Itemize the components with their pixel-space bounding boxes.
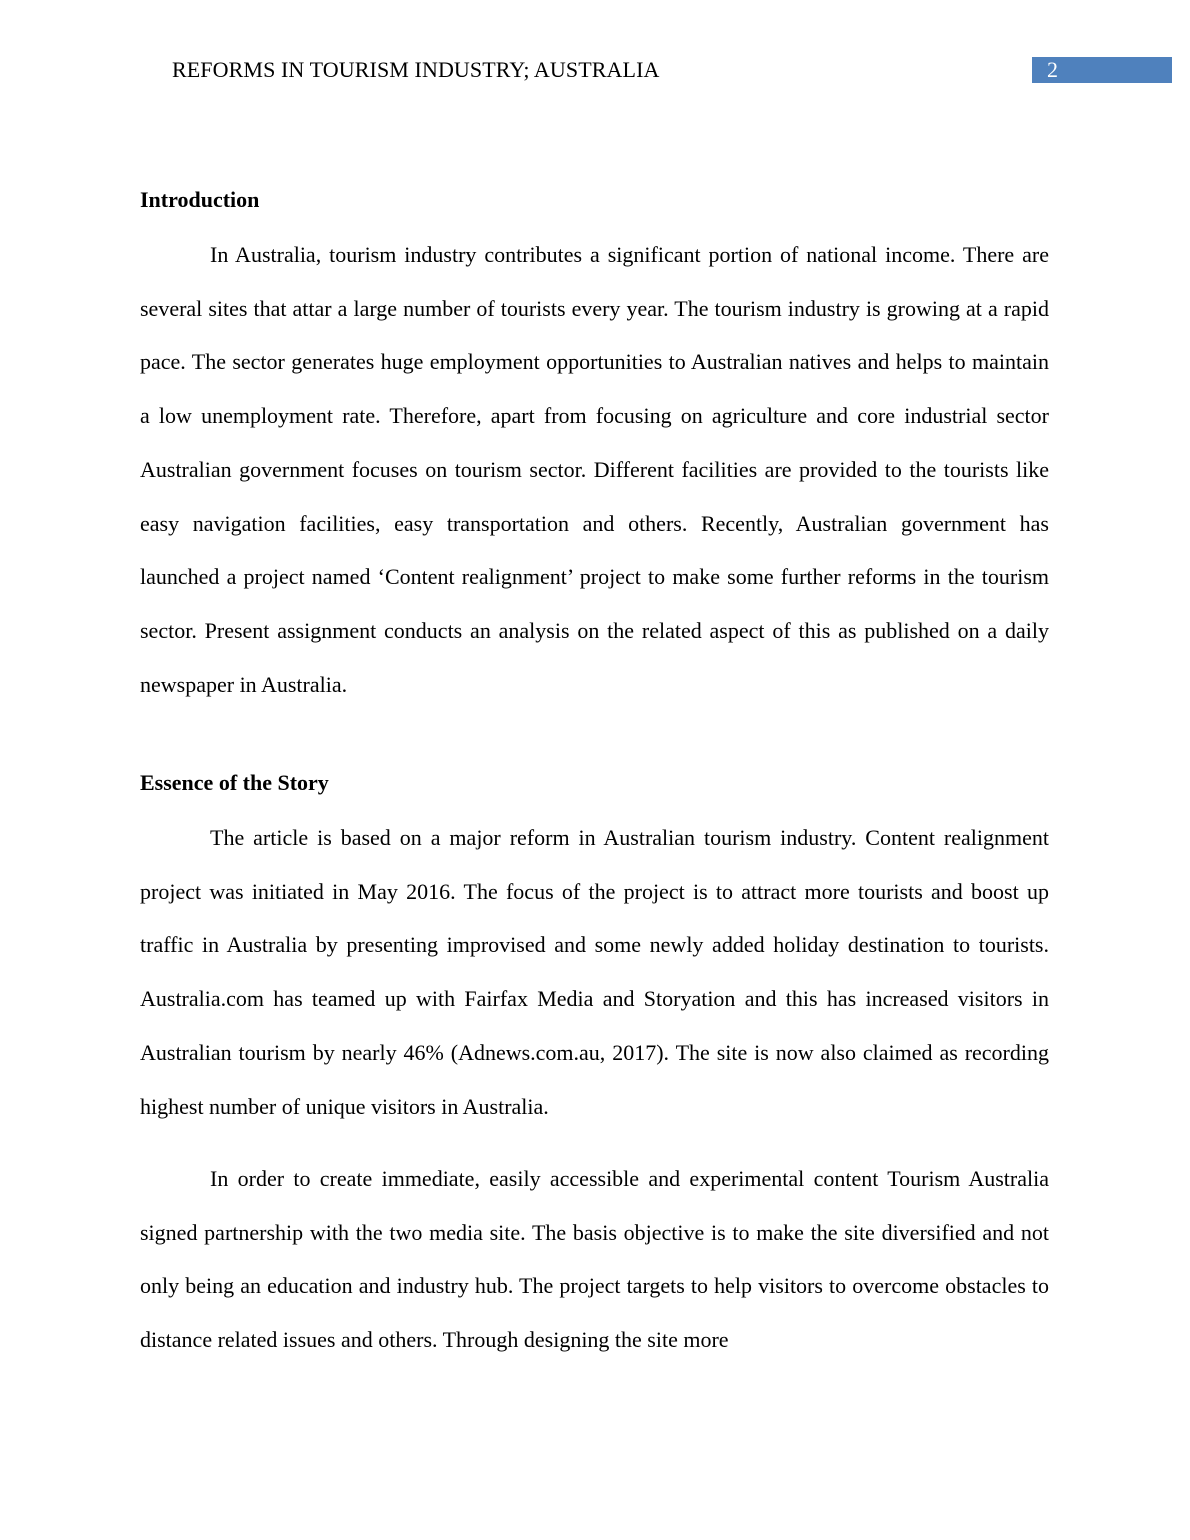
page-number-box (1032, 57, 1172, 83)
essence-body-1 (140, 811, 1049, 1133)
section-introduction (140, 187, 1049, 213)
paragraph: In order to create immediate, easily accessible and experimental content Tourism Australia signed partnership with the two media site. The basis objective is to make the site diversified and not only being an education and industry hub. The project targets to help visitors to overcome obstacles to distance related issues and others. Through designing the site more (140, 1166, 1049, 1353)
section-essence (140, 770, 1049, 796)
paragraph: The article is based on a major reform in Australian tourism industry. Content realignment project was initiated in May 2016. The focus of the project is to attract more tourists and boost up traffic in Australia by presenting improvised and some newly added holiday destination to tourists. Australia.com has teamed up with Fairfax Media and Storyation and this has increased visitors in Australian tourism by nearly 46% (Adnews.com.au, 2017). The site is now also claimed as recording highest number of unique visitors in Australia. (140, 825, 1049, 1119)
heading-essence-of-the-story: Essence of the Story (140, 770, 329, 795)
heading-introduction: Introduction (140, 187, 260, 212)
paragraph: In Australia, tourism industry contributes a significant portion of national income. There are several sites that attar a large number of tourists every year. The tourism industry is growing at a rapid pace. The sector generates huge employment opportunities to Australian natives and helps to maintain a low unemployment rate. Therefore, apart from focusing on agriculture and core industrial sector Australian government focuses on tourism sector. Different facilities are provided to the tourists like easy navigation facilities, easy transportation and others. Recently, Australian government has launched a project named ‘Content realignment’ project to make some further reforms in the tourism sector. Present assignment conducts an analysis on the related aspect of this as published on a daily newspaper in Australia. (140, 242, 1049, 697)
page-number: 2 (1047, 57, 1058, 82)
introduction-body (140, 228, 1049, 711)
running-head: REFORMS IN TOURISM INDUSTRY; AUSTRALIA (172, 57, 660, 82)
essence-body-2 (140, 1152, 1049, 1367)
